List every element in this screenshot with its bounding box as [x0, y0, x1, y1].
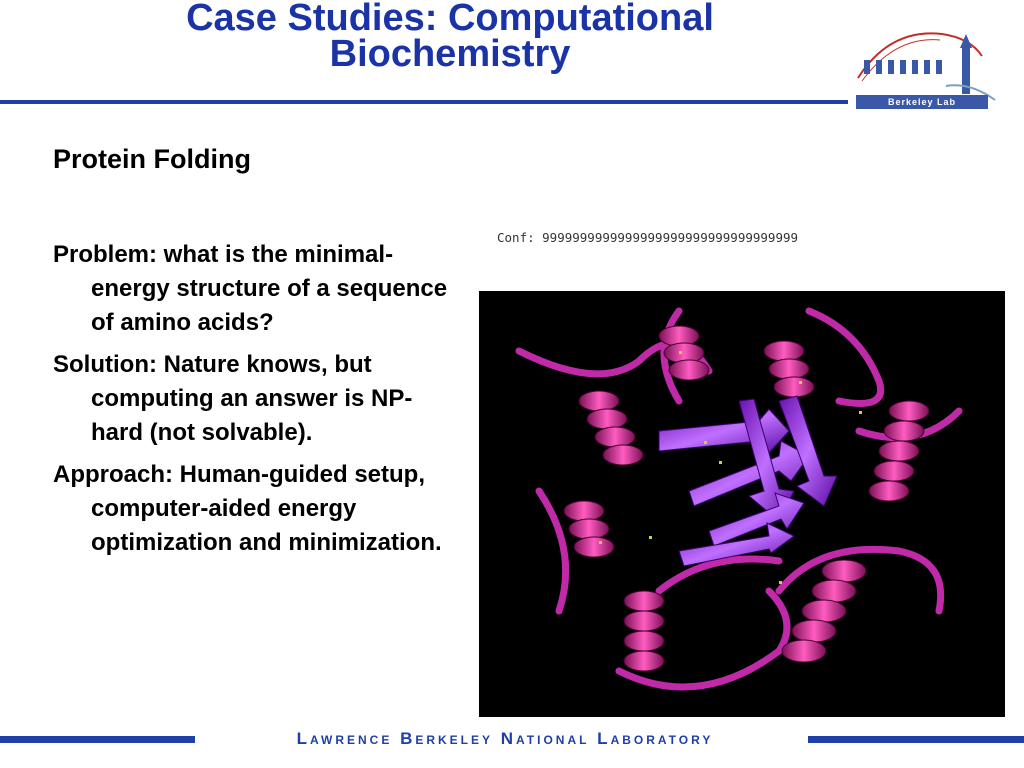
- sequence-conf: Conf: 9999999999999999999999999999999999: [497, 230, 799, 245]
- bullet-problem: Problem: what is the minimal-energy structure of a sequence of amino acids?: [53, 241, 448, 336]
- title-line-2: Biochemistry: [329, 33, 571, 75]
- logo-label: Berkeley Lab: [856, 95, 988, 109]
- title-rule: [0, 100, 848, 104]
- slide-title: [0, 0, 900, 75]
- protein-ribbon-illustration: [479, 291, 1005, 717]
- bullet-list: [53, 238, 448, 568]
- subheading: Protein Folding: [53, 144, 251, 174]
- protein-structure-image: [479, 291, 1005, 717]
- bullet-approach: Approach: Human-guided setup, computer-aided energy optimization and minimization.: [53, 461, 442, 556]
- footer-lab-name: Lawrence Berkeley National Laboratory: [296, 729, 714, 748]
- footer-rule-right: [808, 736, 1024, 743]
- footer-rule-left: [0, 736, 195, 743]
- bullet-solution: Solution: Nature knows, but computing an answer is NP-hard (not solvable).: [53, 351, 413, 446]
- title-line-1: Case Studies: Computational: [186, 0, 714, 39]
